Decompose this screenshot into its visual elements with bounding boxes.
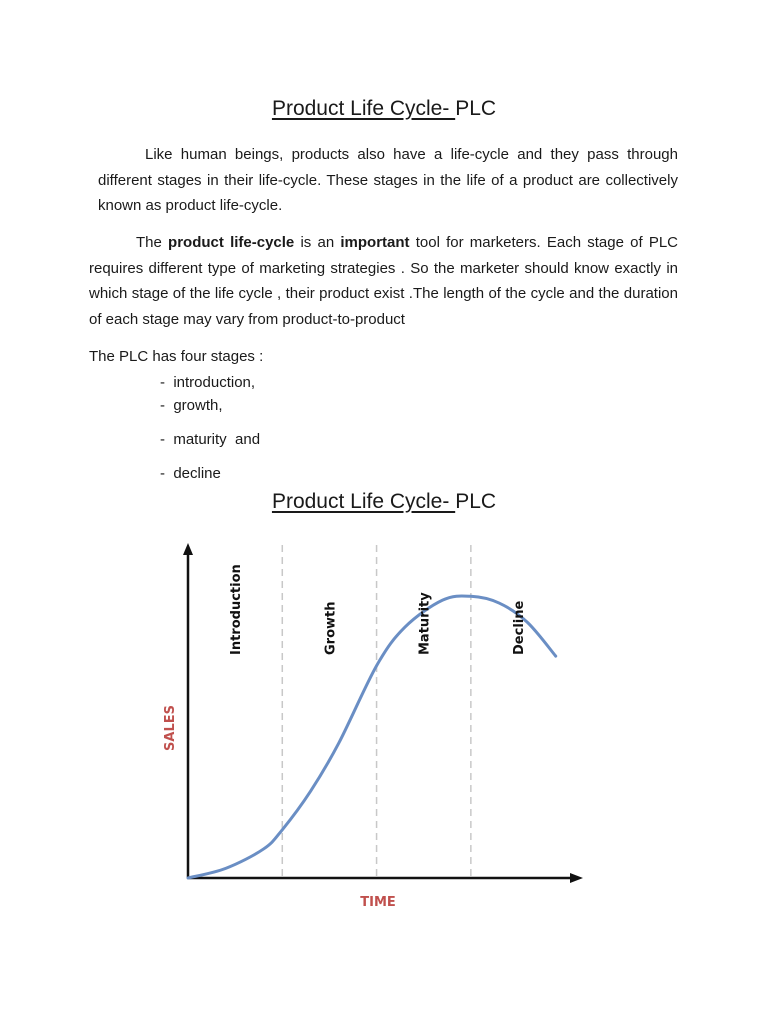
stage-label-maturity: Maturity <box>417 592 433 655</box>
intro-paragraph: Like human beings, products also have a life-cycle and they pass through different stages in their life-cycle. These stages in the life of a product are collectively known as product life-cycle. <box>98 146 678 214</box>
importance-bold-important: important <box>340 234 410 251</box>
stage-item-introduction: - introduction, <box>160 374 256 391</box>
stage-label-growth: Growth <box>323 601 339 655</box>
chart-title-tail: PLC <box>455 490 497 513</box>
chart-title <box>0 489 768 515</box>
x-axis-label: TIME <box>360 895 396 910</box>
stage-labels <box>229 564 527 655</box>
stage-boundaries <box>282 545 471 878</box>
importance-text-2: is an <box>294 234 341 251</box>
stages-intro: The PLC has four stages : <box>89 348 264 365</box>
stage-item-maturity: - maturity and <box>160 431 261 448</box>
page-title <box>0 96 768 122</box>
importance-paragraph <box>89 230 678 332</box>
plc-chart <box>150 535 600 915</box>
page-title-main: Product Life Cycle- <box>271 97 456 120</box>
stage-label-decline: Decline <box>512 600 527 655</box>
y-axis-label: SALES <box>163 705 178 751</box>
importance-text-1: The <box>136 234 169 251</box>
stage-label-introduction: Introduction <box>229 564 245 655</box>
page-title-tail: PLC <box>455 97 497 120</box>
stage-item-growth: - growth, <box>160 397 223 414</box>
y-axis-arrow <box>183 543 193 555</box>
importance-text-3: tool for marketers. Each stage of PLC requires different type of marketing strategies . So the marketer should know exactly in which stage of the life cycle , their product exist .The length of the cycle and the duration of each stage may vary from product-to-product <box>89 234 678 328</box>
x-axis-arrow <box>570 873 583 883</box>
stage-item-decline: - decline <box>160 465 221 482</box>
chart-title-main: Product Life Cycle- <box>271 490 456 513</box>
importance-bold-plc: product life-cycle <box>168 234 295 251</box>
